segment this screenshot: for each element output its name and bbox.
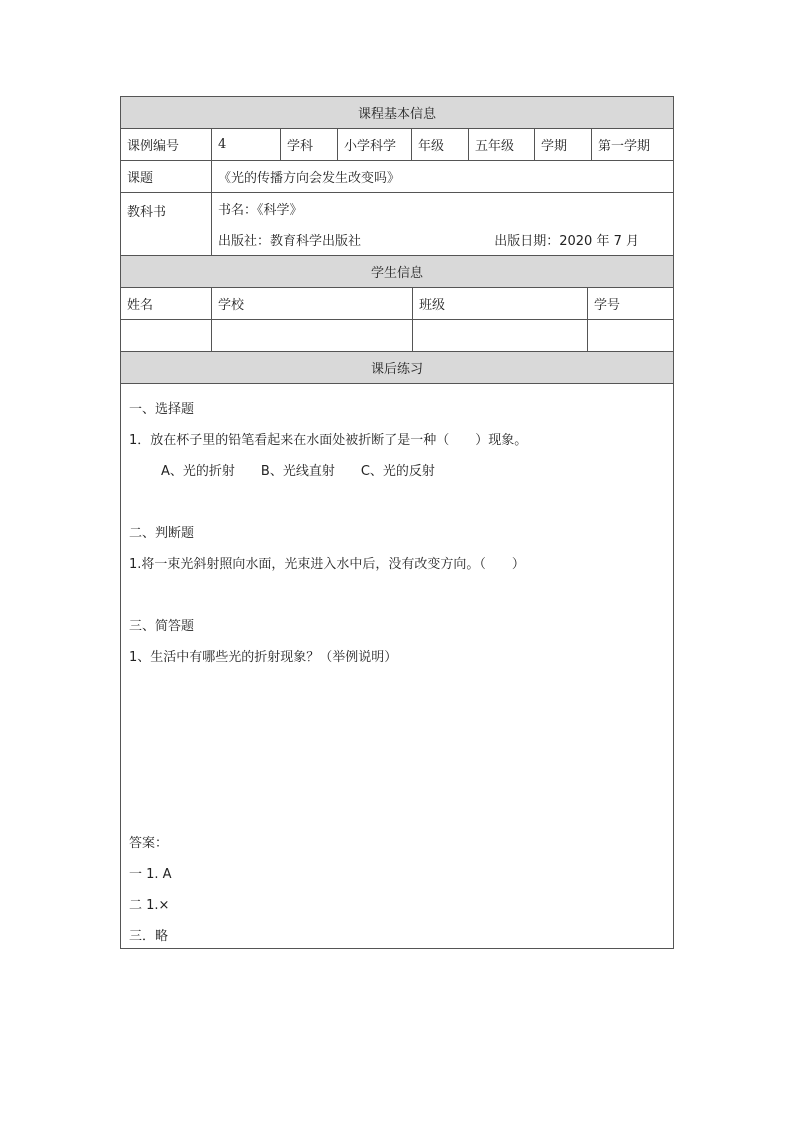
basic-info-header-row — [121, 97, 673, 129]
spacer — [129, 578, 665, 609]
school-label: 学校 — [212, 288, 413, 319]
topic-value: 《光的传播方向会发生改变吗》 — [218, 171, 401, 186]
school-value-cell[interactable] — [212, 320, 413, 351]
student-info-header-row — [121, 256, 673, 288]
lesson-table — [120, 96, 674, 949]
student-label-row — [121, 288, 673, 320]
class-label: 班级 — [413, 288, 588, 319]
topic-label: 课题 — [121, 161, 212, 192]
student-info-header: 学生信息 — [121, 256, 673, 287]
code-value: 4 — [212, 129, 281, 160]
name-value-cell[interactable] — [121, 320, 212, 351]
book-name: 书名：《科学》 — [218, 203, 303, 218]
id-value-cell[interactable] — [588, 320, 673, 351]
short-answer-question: 1、生活中有哪些光的折射现象？（举例说明） — [129, 650, 398, 665]
subject-value: 小学科学 — [338, 129, 412, 160]
answer-2: 二 1.× — [129, 898, 170, 913]
answer-1: 一 1. A — [129, 867, 172, 882]
textbook-row — [121, 193, 673, 256]
textbook-label: 教科书 — [121, 193, 212, 255]
id-label: 学号 — [594, 298, 621, 313]
spacer — [129, 485, 665, 516]
code-label: 课例编号 — [121, 129, 212, 160]
name-label: 姓名 — [121, 288, 212, 319]
term-label: 学期 — [535, 129, 592, 160]
answer-space — [129, 671, 665, 826]
option-a: A、光的折射 — [161, 464, 235, 479]
topic-row — [121, 161, 673, 193]
student-value-row — [121, 320, 673, 352]
choice-question: 1．放在杯子里的铅笔看起来在水面处被折断了是一种（ ）现象。 — [129, 433, 528, 448]
exercise-header: 课后练习 — [121, 352, 673, 383]
choice-options — [129, 454, 665, 485]
answer-3: 三．略 — [129, 929, 169, 944]
answer-title: 答案： — [129, 836, 169, 851]
exercise-content — [121, 384, 673, 948]
exercise-header-row — [121, 352, 673, 384]
publisher-line — [218, 224, 667, 255]
basic-info-header: 课程基本信息 — [121, 97, 673, 128]
textbook-info — [212, 193, 673, 255]
exercise-row — [121, 384, 673, 948]
publish-date: 出版日期：2020 年 7 月 — [494, 234, 639, 249]
class-value-cell[interactable] — [413, 320, 588, 351]
subject-label: 学科 — [281, 129, 338, 160]
option-b: B、光线直射 — [260, 464, 335, 479]
term-value: 第一学期 — [598, 139, 651, 154]
grade-label: 年级 — [412, 129, 469, 160]
basic-info-row — [121, 129, 673, 161]
grade-value: 五年级 — [469, 129, 535, 160]
section-choice-title: 一、选择题 — [129, 402, 195, 417]
option-c: C、光的反射 — [360, 464, 435, 479]
section-short-answer-title: 三、简答题 — [129, 619, 195, 634]
judge-question: 1.将一束光斜射照向水面，光束进入水中后，没有改变方向。（ ） — [129, 557, 525, 572]
section-judge-title: 二、判断题 — [129, 526, 195, 541]
publisher: 出版社：教育科学出版社 — [218, 234, 362, 249]
